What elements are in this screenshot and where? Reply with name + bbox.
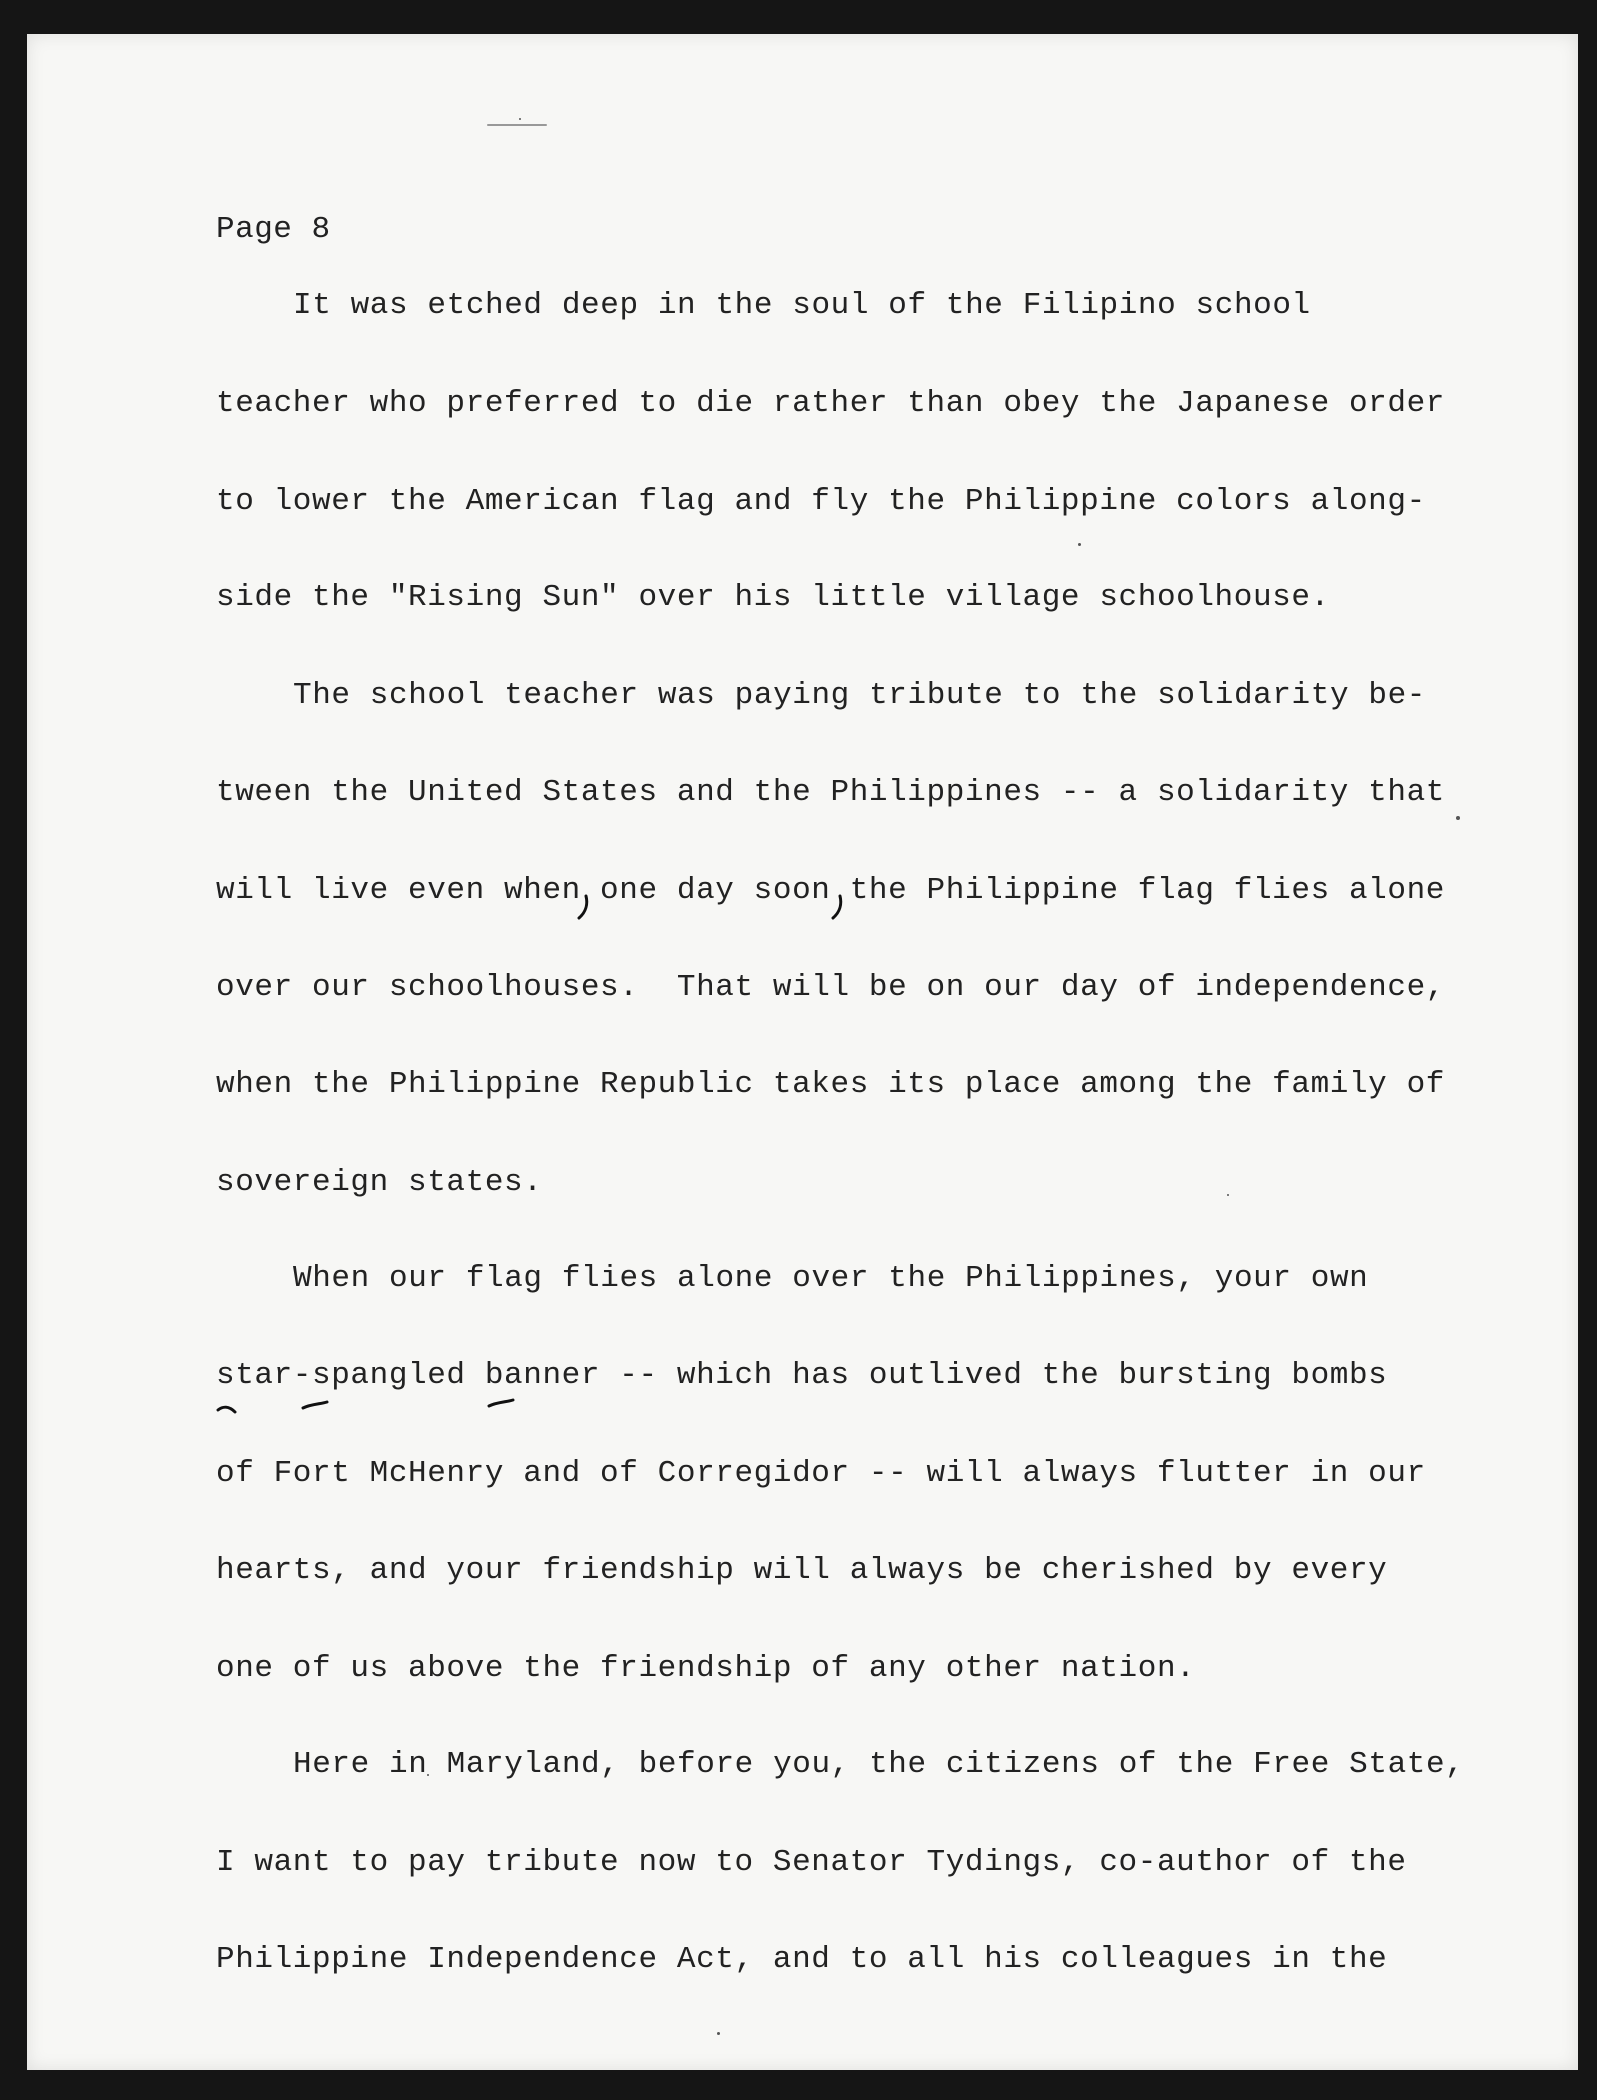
text-line: Philippine Independence Act, and to all his colleagues in the — [216, 1942, 1388, 1977]
text-line: when the Philippine Republic takes its place among the family of — [216, 1067, 1445, 1102]
text-line: star-spangled banner -- which has outlived the bursting bombs — [216, 1358, 1388, 1393]
text-line: tween the United States and the Philippines -- a solidarity that — [216, 775, 1445, 810]
text-line: Here in Maryland, before you, the citizens of the Free State, — [293, 1747, 1465, 1782]
handwritten-comma-mark — [830, 894, 846, 920]
scan-speck — [487, 124, 547, 126]
text-line: It was etched deep in the soul of the Filipino school — [293, 288, 1311, 323]
document-page — [27, 34, 1578, 2070]
page-number: Page 8 — [216, 212, 331, 247]
text-line: The school teacher was paying tribute to the solidarity be- — [293, 678, 1426, 713]
text-line: I want to pay tribute now to Senator Tydings, co-author of the — [216, 1845, 1407, 1880]
text-line: side the "Rising Sun" over his little village schoolhouse. — [216, 580, 1330, 615]
scan-speck — [1227, 1194, 1229, 1196]
scan-speck — [519, 118, 521, 120]
text-line: When our flag flies alone over the Philippines, your own — [293, 1261, 1369, 1296]
text-line: one of us above the friendship of any other nation. — [216, 1651, 1196, 1686]
text-line: teacher who preferred to die rather than obey the Japanese order — [216, 386, 1445, 421]
scan-speck — [717, 2032, 720, 2035]
text-line: of Fort McHenry and of Corregidor -- will always flutter in our — [216, 1456, 1426, 1491]
scan-speck — [1078, 543, 1081, 546]
handwritten-comma-mark — [576, 894, 592, 920]
scan-speck — [1456, 816, 1460, 820]
text-line: to lower the American flag and fly the Philippine colors along- — [216, 484, 1426, 519]
text-line: hearts, and your friendship will always be cherished by every — [216, 1553, 1388, 1588]
handwritten-underline-mark — [215, 1392, 535, 1422]
text-line: over our schoolhouses. That will be on our day of independence, — [216, 970, 1445, 1005]
text-line: sovereign states. — [216, 1165, 543, 1200]
text-line: will live even when one day soon the Philippine flag flies alone — [216, 873, 1445, 908]
